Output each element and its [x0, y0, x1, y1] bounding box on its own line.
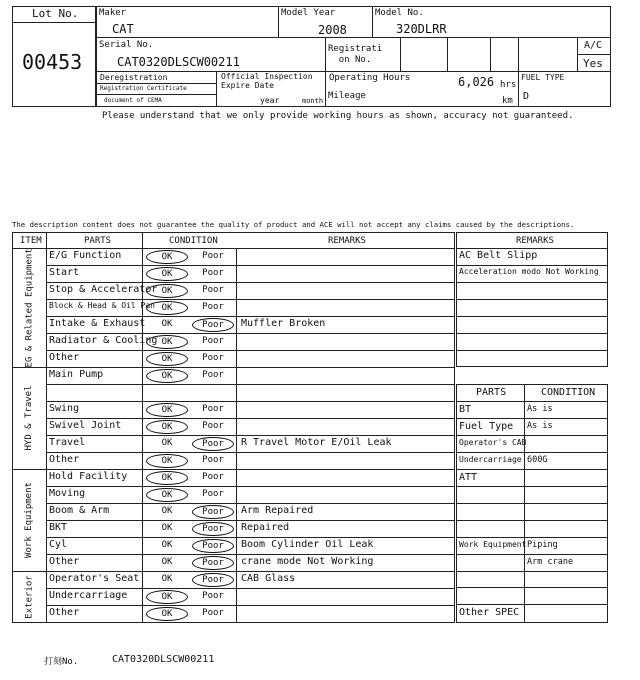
- parts-row-divider: [456, 452, 608, 453]
- poor-option: Poor: [192, 437, 234, 451]
- right-part-name: Other SPEC: [459, 607, 520, 618]
- remark-text: Repaired: [241, 522, 290, 533]
- remark-row-divider: [456, 299, 608, 300]
- parts-row-divider: [456, 503, 608, 504]
- parts-row-divider: [456, 604, 608, 605]
- parts-row-divider: [456, 537, 608, 538]
- part-name: Hold Facility: [49, 471, 128, 482]
- model-no-label: Model No.: [375, 8, 424, 18]
- row-divider: [46, 401, 455, 402]
- ok-option: OK: [146, 284, 188, 298]
- row-divider: [46, 503, 455, 504]
- right-parts-header: PARTS: [476, 387, 507, 398]
- parts-row-divider: [456, 486, 608, 487]
- right-remark-line: Acceleration modo Not Working: [459, 267, 599, 276]
- poor-option: Poor: [202, 268, 224, 278]
- ok-option: OK: [146, 590, 188, 604]
- group-label: Work Equipment: [24, 482, 34, 558]
- part-name: Main Pump: [49, 369, 104, 380]
- poor-option: Poor: [202, 472, 224, 482]
- ok-option: OK: [161, 438, 173, 448]
- ok-option: OK: [146, 369, 188, 383]
- right-remarks-header: REMARKS: [516, 236, 554, 246]
- poor-option: Poor: [192, 539, 234, 553]
- item-header: ITEM: [20, 236, 42, 246]
- parts-row-divider: [456, 401, 608, 402]
- remark-row-divider: [456, 350, 608, 351]
- right-part-name: ATT: [459, 472, 478, 483]
- ac-value: Yes: [583, 57, 603, 70]
- part-name: Swing: [49, 403, 80, 414]
- year-label: year: [260, 96, 280, 105]
- lot-no-label: Lot No.: [32, 7, 79, 20]
- row-divider: [46, 452, 455, 453]
- remark-row-divider: [456, 282, 608, 283]
- parts-header: PARTS: [84, 236, 112, 246]
- row-divider: [46, 418, 455, 419]
- ok-option: OK: [146, 471, 188, 485]
- model-no-value: 320DLRR: [396, 22, 447, 36]
- part-name: Swivel Joint: [49, 420, 122, 431]
- poor-option: Poor: [192, 522, 234, 536]
- row-divider: [12, 571, 455, 572]
- row-divider: [46, 350, 455, 351]
- right-condition-header: CONDITION: [541, 387, 596, 398]
- ok-option: OK: [161, 319, 173, 329]
- condition-header: CONDITION: [169, 236, 218, 246]
- remark-text: Muffler Broken: [241, 318, 326, 329]
- remark-text: Arm Repaired: [241, 505, 314, 516]
- ok-option: OK: [146, 420, 188, 434]
- part-name: Cyl: [49, 539, 68, 550]
- ok-option: OK: [161, 540, 173, 550]
- ok-option: OK: [161, 574, 173, 584]
- part-name: Travel: [49, 437, 86, 448]
- parts-row-divider: [456, 554, 608, 555]
- parts-row-divider: [456, 469, 608, 470]
- lot-no-value: 00453: [22, 50, 83, 74]
- poor-option: Poor: [202, 404, 224, 414]
- operating-hours-label: Operating Hours: [329, 73, 411, 83]
- row-divider: [46, 605, 455, 606]
- parts-row-divider: [456, 435, 608, 436]
- remark-text: CAB Glass: [241, 573, 296, 584]
- part-name: Other: [49, 607, 80, 618]
- engraving-no-value: CAT0320DLSCW00211: [112, 654, 215, 665]
- row-divider: [46, 435, 455, 436]
- deregistration-label: Deregistration: [100, 73, 168, 82]
- part-name: Undercarriage: [49, 590, 128, 601]
- row-divider: [12, 469, 455, 470]
- ok-option: OK: [146, 250, 188, 264]
- poor-option: Poor: [202, 336, 224, 346]
- right-part-name: Operator's CAB: [459, 438, 527, 447]
- model-year-label: Model Year: [281, 8, 336, 18]
- model-year-value: 2008: [318, 23, 347, 37]
- row-divider: [46, 554, 455, 555]
- remark-text: Boom Cylinder Oil Leak: [241, 539, 374, 550]
- poor-option: Poor: [202, 421, 224, 431]
- poor-option: Poor: [202, 353, 224, 363]
- ok-option: OK: [161, 506, 173, 516]
- row-divider: [46, 384, 455, 385]
- poor-option: Poor: [202, 455, 224, 465]
- parts-row-divider: [456, 587, 608, 588]
- poor-option: Poor: [202, 591, 224, 601]
- ok-option: OK: [146, 267, 188, 281]
- part-name: Moving: [49, 488, 86, 499]
- part-name: E/G Function: [49, 250, 122, 261]
- row-divider: [46, 520, 455, 521]
- part-name: Stop & Accelerator: [49, 284, 158, 295]
- hours-disclaimer: Please understand that we only provide working hours as shown, accuracy not guaranteed.: [102, 111, 574, 121]
- poor-option: Poor: [202, 251, 224, 261]
- row-divider: [46, 282, 455, 283]
- parts-row-divider: [456, 520, 608, 521]
- row-divider: [46, 316, 455, 317]
- hrs-unit: hrs: [500, 80, 517, 90]
- parts-row-divider: [456, 571, 608, 572]
- poor-option: Poor: [202, 285, 224, 295]
- right-part-condition: As is: [527, 404, 553, 414]
- registration-certificate-label: Registration Certificate: [100, 85, 187, 92]
- right-part-name: Work Equipment: [459, 540, 527, 549]
- right-part-name: Fuel Type: [459, 421, 514, 432]
- ok-option: OK: [146, 301, 188, 315]
- right-part-condition: 600G: [527, 455, 548, 465]
- right-part-condition: Arm crane: [527, 557, 574, 567]
- registration-no-label: Registrati on No.: [328, 44, 383, 65]
- poor-option: Poor: [192, 505, 234, 519]
- maker-value: CAT: [112, 22, 134, 36]
- parts-row-divider: [456, 418, 608, 419]
- serial-no-label: Serial No.: [99, 40, 154, 50]
- part-name: Intake & Exhaust: [49, 318, 146, 329]
- row-divider: [46, 486, 455, 487]
- part-name: Other: [49, 352, 80, 363]
- description-disclaimer: The description content does not guarantee the quality of product and ACE will not accept any claims caused by the descriptions.: [12, 220, 575, 229]
- official-inspection-label: Official Inspection Expire Date: [221, 72, 313, 90]
- remark-row-divider: [456, 316, 608, 317]
- poor-option: Poor: [192, 573, 234, 587]
- right-remark-line: AC Belt Slipp: [459, 250, 538, 261]
- poor-option: Poor: [202, 489, 224, 499]
- cema-label: document of CEMA: [104, 97, 162, 104]
- group-label: Exterior: [24, 574, 34, 619]
- row-divider: [46, 299, 455, 300]
- km-unit: km: [502, 96, 513, 106]
- remark-row-divider: [456, 265, 608, 266]
- ok-option: OK: [146, 335, 188, 349]
- ok-option: OK: [146, 454, 188, 468]
- part-name: Boom & Arm: [49, 505, 110, 516]
- maker-label: Maker: [99, 8, 127, 18]
- operating-hours-value: 6,026: [458, 75, 495, 89]
- right-part-name: BT: [459, 404, 472, 415]
- part-name: BKT: [49, 522, 68, 533]
- part-name: Other: [49, 454, 80, 465]
- part-name: Radiator & Cooling: [49, 335, 158, 346]
- ac-label: A/C: [584, 40, 603, 51]
- poor-option: Poor: [192, 318, 234, 332]
- remarks-header: REMARKS: [328, 236, 366, 246]
- part-name: Start: [49, 267, 80, 278]
- mileage-label: Mileage: [328, 91, 366, 101]
- right-part-condition: Piping: [527, 540, 558, 550]
- serial-no-value: CAT0320DLSCW00211: [117, 55, 240, 69]
- row-divider: [12, 367, 455, 368]
- ok-option: OK: [146, 488, 188, 502]
- part-name: Operator's Seat: [49, 573, 140, 584]
- row-divider: [46, 537, 455, 538]
- group-label: HYD & Travel: [24, 385, 34, 451]
- poor-option: Poor: [202, 608, 224, 618]
- row-divider: [46, 333, 455, 334]
- fuel-type-value: D: [523, 91, 530, 102]
- group-label: EG & Related Equipment: [24, 247, 34, 367]
- ok-option: OK: [146, 403, 188, 417]
- row-divider: [46, 265, 455, 266]
- poor-option: Poor: [192, 556, 234, 570]
- month-label: month: [302, 97, 324, 105]
- part-name: Block & Head & Oil Pan: [49, 301, 155, 310]
- ok-option: OK: [161, 523, 173, 533]
- row-divider: [46, 588, 455, 589]
- right-part-name: Undercarriage: [459, 455, 522, 464]
- ok-option: OK: [146, 352, 188, 366]
- remark-text: crane mode Not Working: [241, 556, 374, 567]
- remark-row-divider: [456, 333, 608, 334]
- part-name: Other: [49, 556, 80, 567]
- ok-option: OK: [146, 607, 188, 621]
- ok-option: OK: [161, 557, 173, 567]
- poor-option: Poor: [202, 370, 224, 380]
- poor-option: Poor: [202, 302, 224, 312]
- row-divider: [12, 622, 455, 623]
- remark-text: R Travel Motor E/Oil Leak: [241, 437, 392, 448]
- fuel-type-label: FUEL TYPE: [521, 73, 565, 82]
- right-part-condition: As is: [527, 421, 553, 431]
- engraving-no-label: 打刻No.: [44, 657, 79, 667]
